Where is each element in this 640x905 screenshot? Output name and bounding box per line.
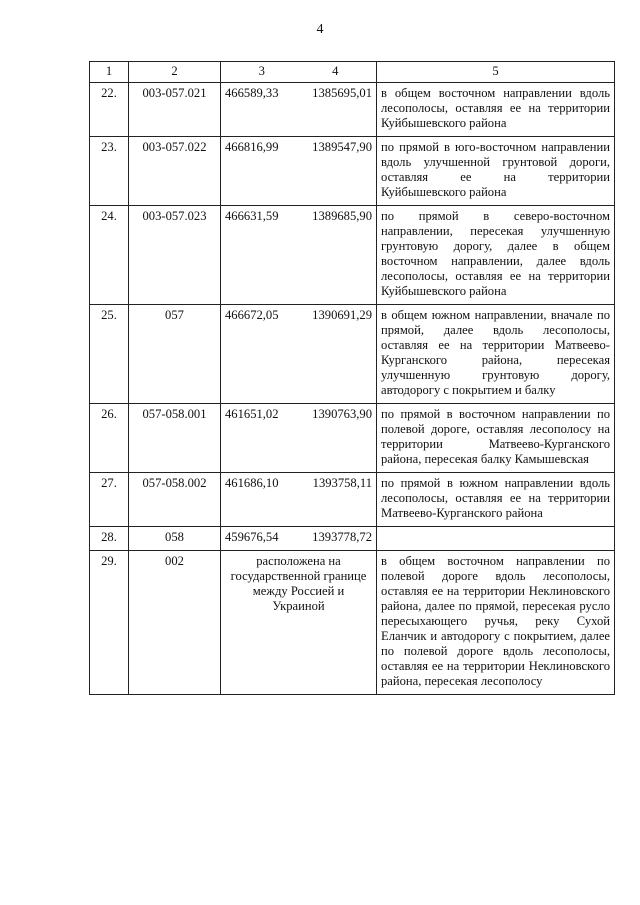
row-number: 27. xyxy=(90,473,129,527)
coordinate-x: 459676,54 xyxy=(225,530,279,544)
table-row xyxy=(90,137,615,206)
coordinate-y: 1385695,01 xyxy=(312,86,372,100)
header-col-5: 5 xyxy=(377,62,615,83)
table-row xyxy=(90,305,615,404)
table-row xyxy=(90,551,615,695)
coordinate-y: 1393778,72 xyxy=(312,530,372,544)
point-coordinates xyxy=(221,473,377,527)
row-number: 26. xyxy=(90,404,129,473)
row-number: 25. xyxy=(90,305,129,404)
table-row xyxy=(90,83,615,137)
point-code: 003-057.021 xyxy=(129,83,221,137)
table-row xyxy=(90,473,615,527)
coordinate-y: 1393758,11 xyxy=(312,476,372,490)
row-number: 23. xyxy=(90,137,129,206)
point-coordinates xyxy=(221,404,377,473)
coordinate-x: 466672,05 xyxy=(225,308,279,322)
coordinate-x: 461651,02 xyxy=(225,407,279,421)
point-code: 003-057.022 xyxy=(129,137,221,206)
boundary-description xyxy=(377,527,615,551)
coordinate-y: 1390763,90 xyxy=(312,407,372,421)
point-coordinates xyxy=(221,305,377,404)
table-row xyxy=(90,527,615,551)
row-number: 22. xyxy=(90,83,129,137)
coordinate-y: 1389685,90 xyxy=(312,209,372,223)
boundary-description: в общем восточном направлении вдоль лесополосы, оставляя ее на территории Куйбышевского района xyxy=(377,83,615,137)
table-header-row xyxy=(90,62,615,83)
coordinate-y: 1390691,29 xyxy=(312,308,372,322)
row-number: 29. xyxy=(90,551,129,695)
point-code: 057-058.002 xyxy=(129,473,221,527)
point-coordinates xyxy=(221,527,377,551)
header-col-1: 1 xyxy=(90,62,129,83)
point-code: 057 xyxy=(129,305,221,404)
table-row xyxy=(90,404,615,473)
point-code: 057-058.001 xyxy=(129,404,221,473)
row-number: 28. xyxy=(90,527,129,551)
coordinate-x: 466816,99 xyxy=(225,140,279,154)
boundary-description: по прямой в юго-восточном направлении вдоль улучшенной грунтовой дороги, оставляя ее на территории Куйбышевского района xyxy=(377,137,615,206)
boundary-points-table xyxy=(89,61,615,695)
table-row xyxy=(90,206,615,305)
point-coordinates xyxy=(221,137,377,206)
coordinate-x: 466631,59 xyxy=(225,209,279,223)
boundary-description: по прямой в северо-восточном направлении, пересекая улучшенную грунтовую дорогу, далее в общем восточном направлении, далее вдоль лесополосы, оставляя ее на территории Куйбышевского района xyxy=(377,206,615,305)
point-code: 002 xyxy=(129,551,221,695)
point-coordinates xyxy=(221,206,377,305)
boundary-description: в общем восточном направлении по полевой дороге вдоль лесополосы, оставляя ее на территории Неклиновского района, далее по прямой, пересекая русло пересыхающего ручья, реку Сухой Еланчик и автодорогу с покрытием, далее по полевой дороге вдоль лесополосы, оставляя ее на территории Неклиновского района, пересекая лесополосу xyxy=(377,551,615,695)
point-location-note: расположена на государственной границе между Россией и Украиной xyxy=(221,551,377,695)
coordinate-x: 461686,10 xyxy=(225,476,279,490)
header-col-3: 3 xyxy=(258,64,265,78)
point-code: 003-057.023 xyxy=(129,206,221,305)
boundary-description: в общем южном направлении, вначале по прямой, далее вдоль лесополосы, оставляя ее на территории Матвеево-Курганского района, пересекая улучшенную грунтовую дорогу, автодорогу с покрытием и балку xyxy=(377,305,615,404)
header-col-3-4 xyxy=(221,62,377,83)
point-code: 058 xyxy=(129,527,221,551)
coordinate-y: 1389547,90 xyxy=(312,140,372,154)
header-col-4: 4 xyxy=(332,64,339,78)
coordinate-x: 466589,33 xyxy=(225,86,279,100)
page-number: 4 xyxy=(316,22,324,37)
header-col-2: 2 xyxy=(129,62,221,83)
boundary-description: по прямой в восточном направлении по полевой дороге, оставляя лесополосу на территории Матвеево-Курганского района, пересекая балку Камышевская xyxy=(377,404,615,473)
point-coordinates xyxy=(221,83,377,137)
boundary-description: по прямой в южном направлении вдоль лесополосы, оставляя ее на территории Матвеево-Курганского района xyxy=(377,473,615,527)
row-number: 24. xyxy=(90,206,129,305)
